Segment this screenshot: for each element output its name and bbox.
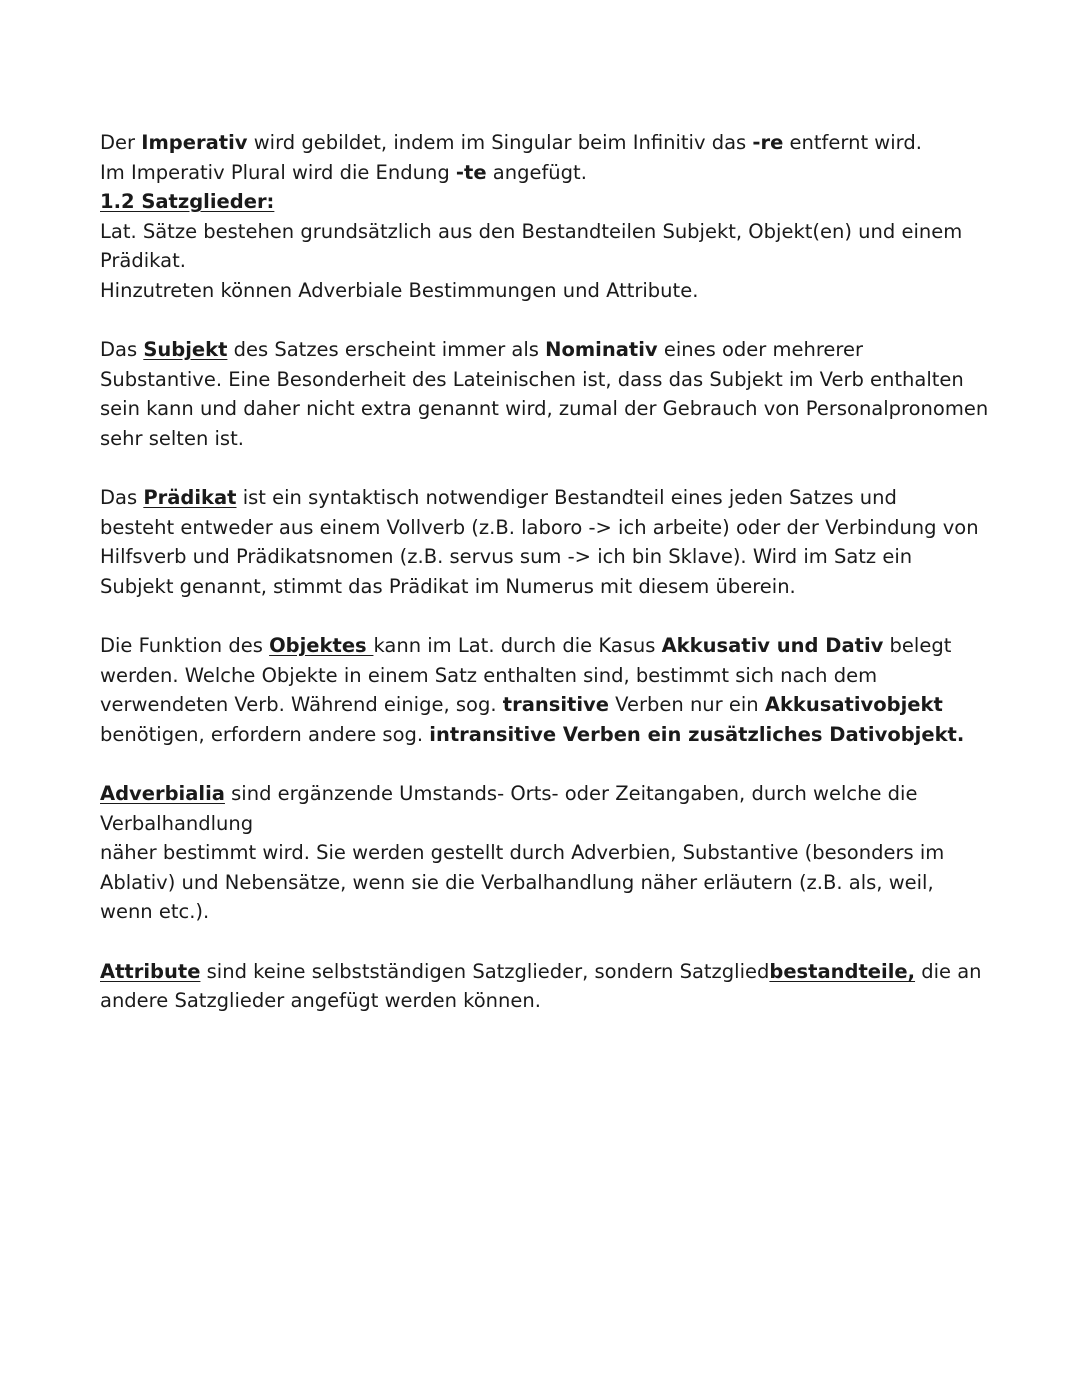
term-subjekt: Subjekt xyxy=(143,338,228,362)
text-line: besteht entweder aus einem Vollverb (z.B. laboro -> ich arbeite) oder der Verbindung von xyxy=(100,515,979,539)
term-transitive: transitive xyxy=(502,693,609,717)
term-akkusativobjekt: Akkusativobjekt xyxy=(764,693,943,717)
text-line: Das Prädikat ist ein syntaktisch notwendiger Bestandteil eines jeden Satzes und xyxy=(100,486,897,510)
term-intransitive: intransitive Verben ein zusätzliches Dativobjekt. xyxy=(429,722,965,746)
text-line: Prädikat. xyxy=(100,249,186,273)
section-heading: 1.2 Satzglieder: xyxy=(100,190,275,214)
attribute-paragraph xyxy=(100,957,990,1016)
text-line: Adverbialia sind ergänzende Umstands- Orts- oder Zeitangaben, durch welche die xyxy=(100,782,918,806)
praedikat-paragraph xyxy=(100,483,990,601)
term-objektes: Objektes xyxy=(269,634,374,658)
text-line: Hinzutreten können Adverbiale Bestimmungen und Attribute. xyxy=(100,278,699,302)
text-line: näher bestimmt wird. Sie werden gestellt durch Adverbien, Substantive (besonders im xyxy=(100,841,945,865)
text-line: benötigen, erfordern andere sog. intransitive Verben ein zusätzliches Dativobjekt. xyxy=(100,722,965,746)
text-line: werden. Welche Objekte in einem Satz enthalten sind, bestimmt sich nach dem xyxy=(100,663,878,687)
objekt-paragraph xyxy=(100,631,990,749)
paragraph-gap xyxy=(100,454,990,484)
document-page xyxy=(100,128,990,1016)
paragraph-gap xyxy=(100,927,990,957)
subjekt-paragraph xyxy=(100,335,990,453)
text-line: Ablativ) und Nebensätze, wenn sie die Verbalhandlung näher erläutern (z.B. als, weil, xyxy=(100,870,934,894)
text-line: sein kann und daher nicht extra genannt wird, zumal der Gebrauch von Personalpronomen xyxy=(100,397,989,421)
paragraph-gap xyxy=(100,602,990,632)
term-praedikat: Prädikat xyxy=(143,486,237,510)
text-line: Die Funktion des Objektes kann im Lat. durch die Kasus Akkusativ und Dativ belegt xyxy=(100,634,952,658)
ending-te: -te xyxy=(455,160,487,184)
text-line: Substantive. Eine Besonderheit des Lateinischen ist, dass das Subjekt im Verb enthalten xyxy=(100,367,964,391)
text-line: andere Satzglieder angefügt werden können. xyxy=(100,989,541,1013)
text-line: Lat. Sätze bestehen grundsätzlich aus den Bestandteilen Subjekt, Objekt(en) und einem xyxy=(100,219,963,243)
text-line: wenn etc.). xyxy=(100,900,210,924)
adverbialia-paragraph xyxy=(100,779,990,927)
satzglieder-intro-paragraph xyxy=(100,217,990,306)
text-line: Im Imperativ Plural wird die Endung -te angefügt. xyxy=(100,160,587,184)
term-adverbialia: Adverbialia xyxy=(100,782,225,806)
text-line: verwendeten Verb. Während einige, sog. transitive Verben nur ein Akkusativobjekt xyxy=(100,693,943,717)
text-line: Verbalhandlung xyxy=(100,811,254,835)
text-line: Das Subjekt des Satzes erscheint immer als Nominativ eines oder mehrerer xyxy=(100,338,864,362)
paragraph-gap xyxy=(100,306,990,336)
text-line: sehr selten ist. xyxy=(100,426,244,450)
paragraph-gap xyxy=(100,749,990,779)
text-line: Attribute sind keine selbstständigen Satzglieder, sondern Satzgliedbestandteile, die an xyxy=(100,959,982,983)
text-line: Subjekt genannt, stimmt das Prädikat im Numerus mit diesem überein. xyxy=(100,574,796,598)
text-line: Der Imperativ wird gebildet, indem im Singular beim Infinitiv das -re entfernt wird. xyxy=(100,131,922,154)
term-bestandteile: bestandteile, xyxy=(769,959,916,983)
imperativ-paragraph xyxy=(100,128,990,187)
text-line: Hilfsverb und Prädikatsnomen (z.B. servus sum -> ich bin Sklave). Wird im Satz ein xyxy=(100,545,913,569)
ending-re: -re xyxy=(752,131,784,154)
term-nominativ: Nominativ xyxy=(545,338,658,362)
term-imperativ: Imperativ xyxy=(141,131,248,154)
term-attribute: Attribute xyxy=(100,959,201,983)
term-akkusativ-dativ: Akkusativ und Dativ xyxy=(661,634,884,658)
